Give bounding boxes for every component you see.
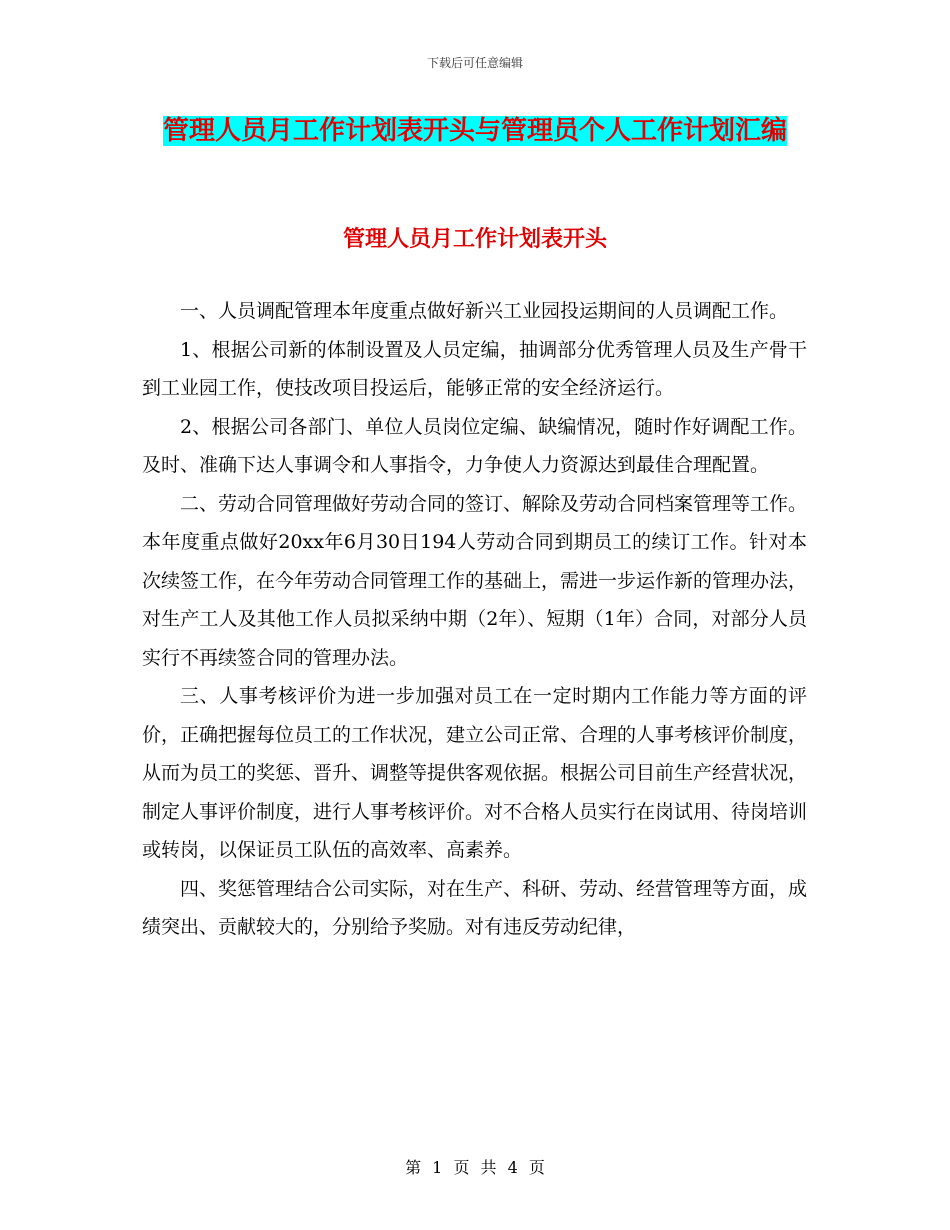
paragraph: 三、人事考核评价为进一步加强对员工在一定时期内工作能力等方面的评价，正确把握每位员工的工作状况，建立公司正常、合理的人事考核评价制度，从而为员工的奖惩、晋升、调整等提供客观依据。根据公司目前生产经营状况，制定人事评价制度，进行人事考核评价。对不合格人员实行在岗试用、待岗培训或转岗，以保证员工队伍的高效率、高素养。: [142, 685, 808, 861]
paragraph: 二、劳动合同管理做好劳动合同的签订、解除及劳动合同档案管理等工作。本年度重点做好20xx年6月30日194人劳动合同到期员工的续订工作。针对本次续签工作，在今年劳动合同管理工作的基础上，需进一步运作新的管理办法，对生产工人及其他工作人员拟采纳中期（2年）、短期（1年）合同，对部分人员实行不再续签合同的管理办法。: [142, 492, 808, 669]
paragraph: 2、根据公司各部门、单位人员岗位定编、缺编情况，随时作好调配工作。及时、准确下达人事调令和人事指令，力争使人力资源达到最佳合理配置。: [142, 415, 807, 476]
header-note: 下载后可任意编辑: [426, 56, 523, 70]
section-title: 管理人员月工作计划表开头: [342, 226, 607, 252]
paragraph: 1、根据公司新的体制设置及人员定编，抽调部分优秀管理人员及生产骨干到工业园工作，使技改项目投运后，能够正常的安全经济运行。: [142, 338, 807, 399]
paragraph: 一、人员调配管理本年度重点做好新兴工业园投运期间的人员调配工作。: [180, 300, 789, 322]
document-title-text: 管理人员月工作计划表开头与管理员个人工作计划汇编: [162, 116, 787, 146]
document-title: [140, 108, 810, 154]
page-footer: 第 1 页 共 4 页: [405, 1158, 545, 1177]
paragraph: 四、奖惩管理结合公司实际，对在生产、科研、劳动、经营管理等方面，成绩突出、贡献较大的，分别给予奖励。对有违反劳动纪律，: [142, 877, 808, 938]
body-text: [142, 292, 807, 947]
